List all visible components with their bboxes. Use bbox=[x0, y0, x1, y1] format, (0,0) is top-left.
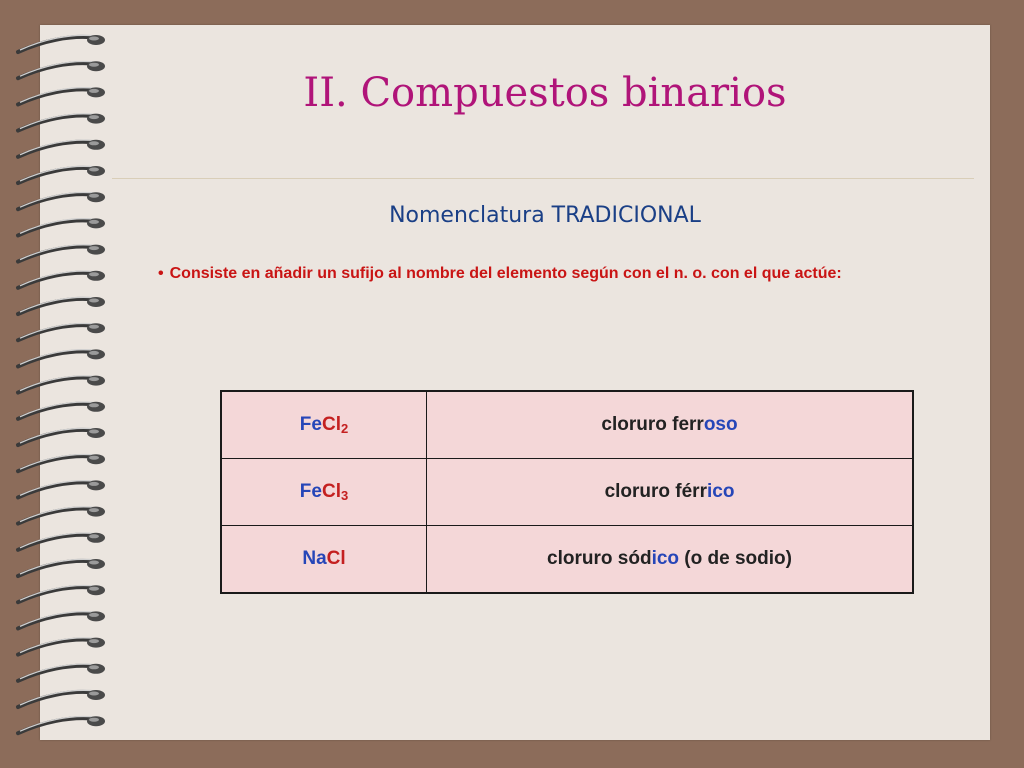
bullet-paragraph bbox=[158, 262, 968, 285]
formula-cell-part: Fe bbox=[299, 414, 322, 435]
compound-name-cell bbox=[427, 526, 914, 594]
compound-name-cell bbox=[427, 459, 914, 526]
spiral-ring bbox=[18, 690, 105, 707]
spiral-ring bbox=[18, 664, 105, 681]
spiral-ring bbox=[18, 323, 105, 340]
formula-cell-part: Na bbox=[302, 548, 327, 569]
spiral-ring bbox=[18, 585, 105, 602]
bullet-dot-icon: • bbox=[158, 265, 164, 282]
compound-name-cell-part: (o de sodio) bbox=[679, 548, 792, 569]
spiral-ring bbox=[18, 559, 105, 576]
spiral-ring bbox=[18, 35, 105, 52]
slide-subtitle: Nomenclatura TRADICIONAL bbox=[389, 203, 701, 228]
nomenclature-table bbox=[220, 390, 914, 594]
formula-cell-part: Cl bbox=[326, 548, 346, 569]
slide-title: II. Compuestos binarios bbox=[303, 70, 787, 116]
compound-name-cell-part: cloruro ferr bbox=[601, 414, 704, 435]
spiral-ring bbox=[18, 245, 105, 262]
formula-cell-part: Cl bbox=[321, 414, 341, 435]
compound-name-cell-part: ico bbox=[706, 481, 735, 502]
compound-name-cell-part: oso bbox=[703, 414, 738, 435]
formula-cell-part: 2 bbox=[340, 421, 349, 436]
spiral-ring bbox=[18, 376, 105, 393]
spiral-ring bbox=[18, 480, 105, 497]
spiral-ring bbox=[18, 638, 105, 655]
table-row bbox=[221, 459, 913, 526]
spiral-ring bbox=[18, 716, 105, 733]
spiral-ring bbox=[18, 297, 105, 314]
formula-cell-part: Fe bbox=[299, 481, 322, 502]
bullet-text: Consiste en añadir un sufijo al nombre del elemento según con el n. o. con el que actúe: bbox=[169, 265, 842, 282]
spiral-ring bbox=[18, 533, 105, 550]
compound-name-cell bbox=[427, 391, 914, 459]
formula-cell-part: 3 bbox=[340, 488, 349, 503]
compound-name-cell-part: cloruro sód bbox=[547, 548, 652, 569]
spiral-ring bbox=[18, 454, 105, 471]
slide-page bbox=[40, 25, 990, 740]
spiral-ring bbox=[18, 402, 105, 419]
table-row bbox=[221, 526, 913, 594]
formula-cell bbox=[221, 459, 427, 526]
formula-cell bbox=[221, 526, 427, 594]
spiral-ring bbox=[18, 166, 105, 183]
table-row bbox=[221, 391, 913, 459]
compound-name-cell-part: cloruro férr bbox=[604, 481, 707, 502]
spiral-ring bbox=[18, 114, 105, 131]
spiral-ring bbox=[18, 611, 105, 628]
spiral-ring bbox=[18, 140, 105, 157]
compound-name-cell-part: ico bbox=[651, 548, 680, 569]
divider-line bbox=[112, 178, 974, 179]
formula-cell bbox=[221, 391, 427, 459]
spiral-ring bbox=[18, 428, 105, 445]
spiral-ring bbox=[18, 349, 105, 366]
spiral-ring bbox=[18, 507, 105, 524]
spiral-ring bbox=[18, 271, 105, 288]
formula-cell-part: Cl bbox=[321, 481, 341, 502]
